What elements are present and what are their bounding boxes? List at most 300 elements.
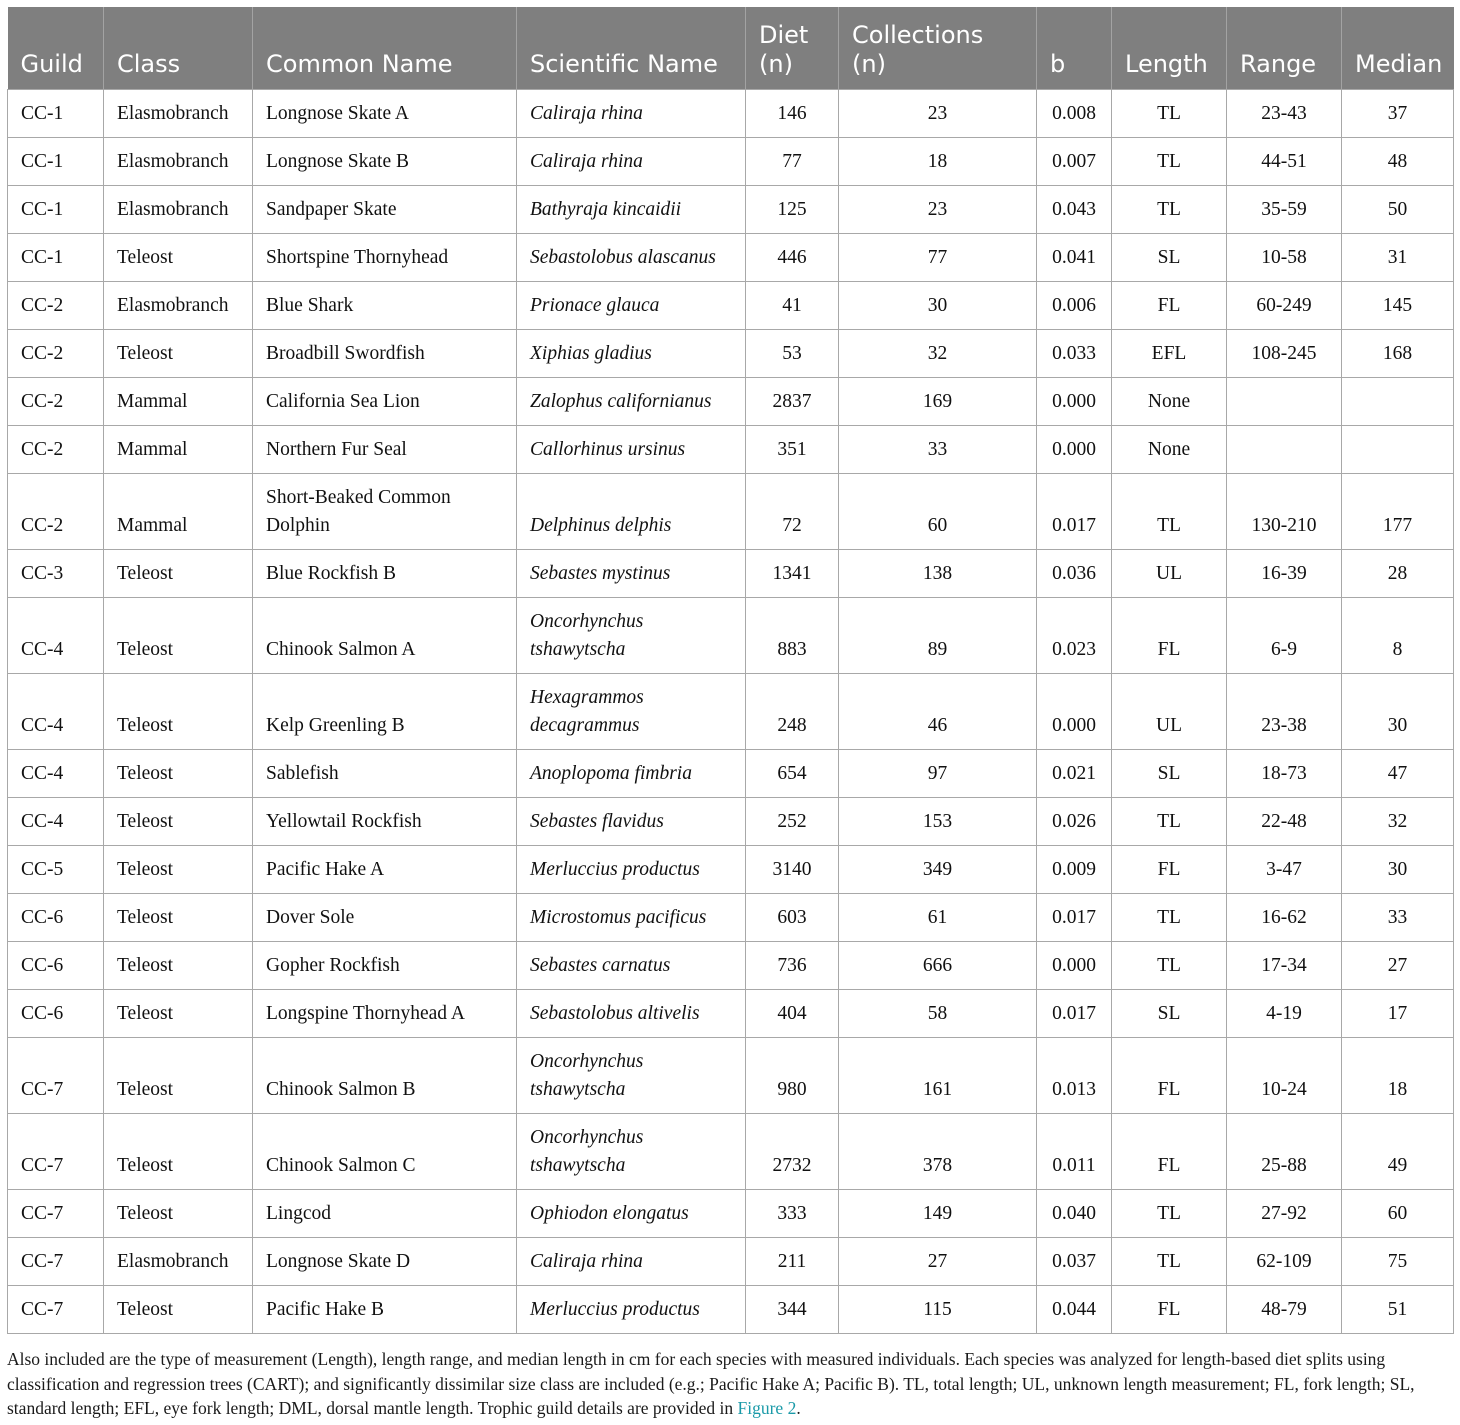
class-cell: Mammal [104, 426, 253, 474]
scientific-name-cell [517, 330, 746, 378]
median-cell: 18 [1342, 1038, 1454, 1114]
common-name-cell: Sandpaper Skate [253, 186, 517, 234]
b-cell: 0.009 [1037, 846, 1112, 894]
table-row [8, 186, 1454, 234]
length-cell: UL [1112, 674, 1227, 750]
b-cell: 0.000 [1037, 426, 1112, 474]
scientific-name-cell [517, 426, 746, 474]
range-cell: 27-92 [1227, 1190, 1342, 1238]
class-cell: Teleost [104, 750, 253, 798]
class-cell: Teleost [104, 1190, 253, 1238]
diet-cell: 77 [746, 138, 839, 186]
range-cell: 22-48 [1227, 798, 1342, 846]
scientific-name-cell [517, 1238, 746, 1286]
length-cell: FL [1112, 1286, 1227, 1334]
diet-cell: 654 [746, 750, 839, 798]
table-row [8, 474, 1454, 550]
common-name-cell: Broadbill Swordfish [253, 330, 517, 378]
b-cell: 0.026 [1037, 798, 1112, 846]
common-name-cell: Blue Shark [253, 282, 517, 330]
table-row [8, 674, 1454, 750]
range-cell: 23-43 [1227, 90, 1342, 138]
header-scientific-name: Scientific Name [517, 7, 746, 90]
scientific-name-line1: Sebastolobus alascanus [530, 247, 716, 268]
table-row [8, 90, 1454, 138]
scientific-name-cell [517, 1038, 746, 1114]
length-cell: FL [1112, 282, 1227, 330]
diet-cell: 2732 [746, 1114, 839, 1190]
length-cell: TL [1112, 1238, 1227, 1286]
median-cell: 75 [1342, 1238, 1454, 1286]
collections-cell: 23 [839, 186, 1037, 234]
class-cell: Teleost [104, 1038, 253, 1114]
b-cell: 0.011 [1037, 1114, 1112, 1190]
b-cell: 0.023 [1037, 598, 1112, 674]
scientific-name-cell [517, 1114, 746, 1190]
header-guild: Guild [8, 7, 104, 90]
diet-cell: 446 [746, 234, 839, 282]
range-cell: 17-34 [1227, 942, 1342, 990]
header-b: b [1037, 7, 1112, 90]
diet-cell: 736 [746, 942, 839, 990]
length-cell: FL [1112, 598, 1227, 674]
b-cell: 0.043 [1037, 186, 1112, 234]
collections-cell: 149 [839, 1190, 1037, 1238]
length-cell: FL [1112, 1038, 1227, 1114]
collections-cell: 32 [839, 330, 1037, 378]
header-collections-line2: (n) [852, 50, 886, 78]
collections-cell: 378 [839, 1114, 1037, 1190]
diet-cell: 72 [746, 474, 839, 550]
diet-cell: 146 [746, 90, 839, 138]
header-diet-line1: Diet [759, 21, 809, 49]
header-class: Class [104, 7, 253, 90]
table-row [8, 1114, 1454, 1190]
diet-cell: 252 [746, 798, 839, 846]
table-row [8, 598, 1454, 674]
guild-cell: CC-1 [8, 138, 104, 186]
footnote-text: Also included are the type of measurement (Length), length range, and median length in cm for each species with measured individuals. Each species was analyzed for length-based diet splits using classification and regression trees (CART); and significantly dissimilar size class are included (e.g.; Pacific Hake A; Pacific B). TL, total length; UL, unknown length measurement; FL, fork length; SL, standard length; EFL, eye fork length; DML, dorsal mantle length. Trophic guild details are provided in [7, 1349, 1415, 1418]
diet-cell: 333 [746, 1190, 839, 1238]
range-cell: 16-62 [1227, 894, 1342, 942]
scientific-name-line1: Sebastes mystinus [530, 563, 671, 584]
table-row [8, 1038, 1454, 1114]
header-collections-line1: Collections [852, 21, 984, 49]
length-cell: TL [1112, 942, 1227, 990]
diet-cell: 351 [746, 426, 839, 474]
median-cell: 30 [1342, 846, 1454, 894]
b-cell: 0.017 [1037, 474, 1112, 550]
header-common-name: Common Name [253, 7, 517, 90]
common-name-cell: Chinook Salmon A [253, 598, 517, 674]
collections-cell: 27 [839, 1238, 1037, 1286]
range-cell: 10-24 [1227, 1038, 1342, 1114]
guild-cell: CC-2 [8, 426, 104, 474]
guild-cell: CC-7 [8, 1038, 104, 1114]
scientific-name-line1: Prionace glauca [530, 295, 660, 316]
header-row [8, 7, 1454, 90]
median-cell [1342, 378, 1454, 426]
common-name-cell: Dover Sole [253, 894, 517, 942]
b-cell: 0.017 [1037, 990, 1112, 1038]
median-cell: 168 [1342, 330, 1454, 378]
class-cell: Teleost [104, 674, 253, 750]
scientific-name-line1: Anoplopoma fimbria [530, 763, 692, 784]
common-name-cell: Chinook Salmon C [253, 1114, 517, 1190]
common-name-cell: Short-Beaked Common Dolphin [253, 474, 517, 550]
range-cell: 23-38 [1227, 674, 1342, 750]
scientific-name-cell [517, 186, 746, 234]
class-cell: Elasmobranch [104, 282, 253, 330]
scientific-name-line1: Delphinus delphis [530, 515, 672, 536]
guild-cell: CC-2 [8, 474, 104, 550]
table-row [8, 282, 1454, 330]
length-cell: None [1112, 426, 1227, 474]
collections-cell: 61 [839, 894, 1037, 942]
range-cell: 10-58 [1227, 234, 1342, 282]
header-diet [746, 7, 839, 90]
length-cell: None [1112, 378, 1227, 426]
diet-cell: 3140 [746, 846, 839, 894]
guild-cell: CC-1 [8, 90, 104, 138]
scientific-name-cell [517, 282, 746, 330]
scientific-name-line1: Oncorhynchus [530, 1051, 644, 1072]
class-cell: Teleost [104, 330, 253, 378]
range-cell: 4-19 [1227, 990, 1342, 1038]
guild-cell: CC-1 [8, 186, 104, 234]
b-cell: 0.008 [1037, 90, 1112, 138]
b-cell: 0.007 [1037, 138, 1112, 186]
figure-2-link[interactable]: Figure 2 [737, 1398, 797, 1418]
footnote-end: . [796, 1398, 801, 1418]
scientific-name-cell [517, 474, 746, 550]
collections-cell: 97 [839, 750, 1037, 798]
scientific-name-cell [517, 750, 746, 798]
median-cell: 60 [1342, 1190, 1454, 1238]
median-cell: 49 [1342, 1114, 1454, 1190]
length-cell: TL [1112, 90, 1227, 138]
b-cell: 0.037 [1037, 1238, 1112, 1286]
table-row [8, 750, 1454, 798]
table-row [8, 378, 1454, 426]
guild-cell: CC-6 [8, 942, 104, 990]
scientific-name-cell [517, 942, 746, 990]
range-cell: 44-51 [1227, 138, 1342, 186]
range-cell: 16-39 [1227, 550, 1342, 598]
guild-cell: CC-4 [8, 798, 104, 846]
length-cell: SL [1112, 990, 1227, 1038]
guild-cell: CC-4 [8, 598, 104, 674]
guild-cell: CC-7 [8, 1286, 104, 1334]
class-cell: Elasmobranch [104, 1238, 253, 1286]
common-name-cell: Pacific Hake B [253, 1286, 517, 1334]
length-cell: TL [1112, 1190, 1227, 1238]
length-cell: EFL [1112, 330, 1227, 378]
scientific-name-line1: Xiphias gladius [530, 343, 652, 364]
class-cell: Teleost [104, 990, 253, 1038]
collections-cell: 33 [839, 426, 1037, 474]
class-cell: Teleost [104, 894, 253, 942]
guild-cell: CC-4 [8, 674, 104, 750]
common-name-cell: Kelp Greenling B [253, 674, 517, 750]
range-cell: 25-88 [1227, 1114, 1342, 1190]
diet-cell: 211 [746, 1238, 839, 1286]
class-cell: Teleost [104, 846, 253, 894]
header-range: Range [1227, 7, 1342, 90]
table-row [8, 330, 1454, 378]
class-cell: Teleost [104, 1286, 253, 1334]
collections-cell: 153 [839, 798, 1037, 846]
guild-cell: CC-3 [8, 550, 104, 598]
scientific-name-line2: tshawytscha [530, 1155, 626, 1176]
common-name-cell: Yellowtail Rockfish [253, 798, 517, 846]
guild-cell: CC-6 [8, 990, 104, 1038]
diet-cell: 248 [746, 674, 839, 750]
b-cell: 0.021 [1037, 750, 1112, 798]
median-cell: 37 [1342, 90, 1454, 138]
guild-cell: CC-7 [8, 1238, 104, 1286]
median-cell: 177 [1342, 474, 1454, 550]
common-name-cell: Chinook Salmon B [253, 1038, 517, 1114]
table-header [8, 7, 1454, 90]
scientific-name-line1: Hexagrammos [530, 687, 644, 708]
median-cell: 48 [1342, 138, 1454, 186]
range-cell: 6-9 [1227, 598, 1342, 674]
diet-cell: 603 [746, 894, 839, 942]
diet-cell: 41 [746, 282, 839, 330]
guild-cell: CC-2 [8, 378, 104, 426]
collections-cell: 60 [839, 474, 1037, 550]
scientific-name-line2: tshawytscha [530, 639, 626, 660]
common-name-cell: Northern Fur Seal [253, 426, 517, 474]
length-cell: FL [1112, 1114, 1227, 1190]
table-row [8, 894, 1454, 942]
scientific-name-cell [517, 894, 746, 942]
scientific-name-cell [517, 1286, 746, 1334]
length-cell: SL [1112, 750, 1227, 798]
b-cell: 0.033 [1037, 330, 1112, 378]
length-cell: TL [1112, 138, 1227, 186]
length-cell: TL [1112, 894, 1227, 942]
median-cell: 33 [1342, 894, 1454, 942]
median-cell: 50 [1342, 186, 1454, 234]
guild-cell: CC-6 [8, 894, 104, 942]
range-cell: 18-73 [1227, 750, 1342, 798]
collections-cell: 89 [839, 598, 1037, 674]
guild-cell: CC-2 [8, 282, 104, 330]
common-name-cell: Longspine Thornyhead A [253, 990, 517, 1038]
scientific-name-line1: Merluccius productus [530, 859, 700, 880]
class-cell: Mammal [104, 378, 253, 426]
scientific-name-cell [517, 550, 746, 598]
scientific-name-line1: Ophiodon elongatus [530, 1203, 689, 1224]
guild-cell: CC-7 [8, 1114, 104, 1190]
median-cell: 30 [1342, 674, 1454, 750]
common-name-cell: Blue Rockfish B [253, 550, 517, 598]
class-cell: Mammal [104, 474, 253, 550]
length-cell: TL [1112, 474, 1227, 550]
median-cell: 47 [1342, 750, 1454, 798]
table-row [8, 550, 1454, 598]
common-name-cell: Sablefish [253, 750, 517, 798]
common-name-cell: Pacific Hake A [253, 846, 517, 894]
table-row [8, 798, 1454, 846]
class-cell: Elasmobranch [104, 186, 253, 234]
collections-cell: 30 [839, 282, 1037, 330]
scientific-name-line2: tshawytscha [530, 1079, 626, 1100]
scientific-name-cell [517, 138, 746, 186]
range-cell: 62-109 [1227, 1238, 1342, 1286]
scientific-name-line2: decagrammus [530, 715, 640, 736]
common-name-cell: Lingcod [253, 1190, 517, 1238]
b-cell: 0.017 [1037, 894, 1112, 942]
median-cell: 8 [1342, 598, 1454, 674]
species-diet-table [7, 7, 1454, 1334]
collections-cell: 23 [839, 90, 1037, 138]
diet-cell: 980 [746, 1038, 839, 1114]
scientific-name-line1: Zalophus californianus [530, 391, 712, 412]
guild-cell: CC-2 [8, 330, 104, 378]
collections-cell: 161 [839, 1038, 1037, 1114]
table-row [8, 1286, 1454, 1334]
table-row [8, 846, 1454, 894]
diet-cell: 883 [746, 598, 839, 674]
table-footnote [7, 1347, 1455, 1421]
species-table-container [7, 7, 1453, 1334]
median-cell: 17 [1342, 990, 1454, 1038]
common-name-cell: Gopher Rockfish [253, 942, 517, 990]
class-cell: Teleost [104, 798, 253, 846]
scientific-name-line1: Microstomus pacificus [530, 907, 707, 928]
scientific-name-line1: Sebastes carnatus [530, 955, 671, 976]
scientific-name-cell [517, 1190, 746, 1238]
collections-cell: 138 [839, 550, 1037, 598]
collections-cell: 115 [839, 1286, 1037, 1334]
length-cell: TL [1112, 186, 1227, 234]
guild-cell: CC-7 [8, 1190, 104, 1238]
class-cell: Teleost [104, 234, 253, 282]
median-cell: 51 [1342, 1286, 1454, 1334]
b-cell: 0.000 [1037, 942, 1112, 990]
scientific-name-cell [517, 846, 746, 894]
common-name-cell: Longnose Skate D [253, 1238, 517, 1286]
scientific-name-line1: Caliraja rhina [530, 1251, 643, 1272]
table-row [8, 426, 1454, 474]
b-cell: 0.000 [1037, 674, 1112, 750]
table-row [8, 990, 1454, 1038]
scientific-name-line1: Sebastes flavidus [530, 811, 664, 832]
diet-cell: 125 [746, 186, 839, 234]
common-name-cell: California Sea Lion [253, 378, 517, 426]
scientific-name-line1: Caliraja rhina [530, 103, 643, 124]
table-row [8, 138, 1454, 186]
scientific-name-cell [517, 990, 746, 1038]
scientific-name-cell [517, 674, 746, 750]
b-cell: 0.040 [1037, 1190, 1112, 1238]
scientific-name-cell [517, 798, 746, 846]
class-cell: Elasmobranch [104, 90, 253, 138]
table-row [8, 1190, 1454, 1238]
table-row [8, 1238, 1454, 1286]
collections-cell: 58 [839, 990, 1037, 1038]
range-cell [1227, 378, 1342, 426]
table-row [8, 942, 1454, 990]
guild-cell: CC-1 [8, 234, 104, 282]
scientific-name-cell [517, 378, 746, 426]
scientific-name-line1: Oncorhynchus [530, 1127, 644, 1148]
b-cell: 0.013 [1037, 1038, 1112, 1114]
diet-cell: 344 [746, 1286, 839, 1334]
class-cell: Teleost [104, 942, 253, 990]
scientific-name-cell [517, 90, 746, 138]
b-cell: 0.044 [1037, 1286, 1112, 1334]
collections-cell: 666 [839, 942, 1037, 990]
class-cell: Teleost [104, 550, 253, 598]
class-cell: Teleost [104, 598, 253, 674]
range-cell: 3-47 [1227, 846, 1342, 894]
common-name-cell: Longnose Skate A [253, 90, 517, 138]
collections-cell: 77 [839, 234, 1037, 282]
length-cell: UL [1112, 550, 1227, 598]
length-cell: SL [1112, 234, 1227, 282]
scientific-name-line1: Sebastolobus altivelis [530, 1003, 700, 1024]
scientific-name-line1: Oncorhynchus [530, 611, 644, 632]
collections-cell: 18 [839, 138, 1037, 186]
scientific-name-line1: Bathyraja kincaidii [530, 199, 682, 220]
scientific-name-line1: Caliraja rhina [530, 151, 643, 172]
guild-cell: CC-5 [8, 846, 104, 894]
median-cell: 31 [1342, 234, 1454, 282]
class-cell: Elasmobranch [104, 138, 253, 186]
header-length: Length [1112, 7, 1227, 90]
common-name-cell: Shortspine Thornyhead [253, 234, 517, 282]
range-cell: 48-79 [1227, 1286, 1342, 1334]
scientific-name-line1: Callorhinus ursinus [530, 439, 686, 460]
diet-cell: 404 [746, 990, 839, 1038]
header-diet-line2: (n) [759, 50, 793, 78]
range-cell: 130-210 [1227, 474, 1342, 550]
range-cell: 35-59 [1227, 186, 1342, 234]
scientific-name-line1: Merluccius productus [530, 1299, 700, 1320]
length-cell: TL [1112, 798, 1227, 846]
b-cell: 0.041 [1037, 234, 1112, 282]
median-cell: 27 [1342, 942, 1454, 990]
range-cell: 108-245 [1227, 330, 1342, 378]
diet-cell: 1341 [746, 550, 839, 598]
class-cell: Teleost [104, 1114, 253, 1190]
b-cell: 0.036 [1037, 550, 1112, 598]
diet-cell: 2837 [746, 378, 839, 426]
median-cell [1342, 426, 1454, 474]
table-row [8, 234, 1454, 282]
range-cell [1227, 426, 1342, 474]
guild-cell: CC-4 [8, 750, 104, 798]
scientific-name-cell [517, 598, 746, 674]
common-name-cell: Longnose Skate B [253, 138, 517, 186]
collections-cell: 46 [839, 674, 1037, 750]
median-cell: 145 [1342, 282, 1454, 330]
header-median: Median [1342, 7, 1454, 90]
diet-cell: 53 [746, 330, 839, 378]
scientific-name-cell [517, 234, 746, 282]
header-collections [839, 7, 1037, 90]
collections-cell: 349 [839, 846, 1037, 894]
b-cell: 0.000 [1037, 378, 1112, 426]
collections-cell: 169 [839, 378, 1037, 426]
range-cell: 60-249 [1227, 282, 1342, 330]
median-cell: 32 [1342, 798, 1454, 846]
median-cell: 28 [1342, 550, 1454, 598]
